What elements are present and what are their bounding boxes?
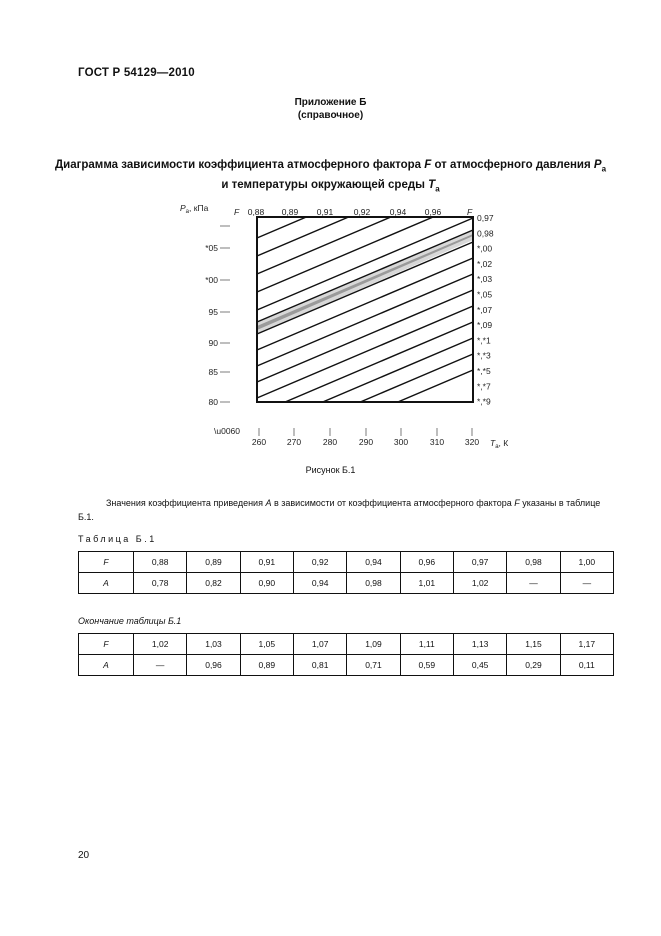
table-cell: 0,78: [134, 573, 187, 594]
right-f-value: *,03: [477, 274, 493, 285]
right-f-value: *,*3: [477, 350, 491, 361]
table-cell: 0,89: [240, 655, 293, 676]
diagram-title-part1: Диаграмма зависимости коэффициента атмосферного фактора: [54, 159, 425, 171]
table-cell: 1,00: [560, 552, 613, 573]
diagram-title-f: F: [424, 159, 432, 171]
pressure-tick-label: *00: [205, 275, 218, 285]
table-cell: 0,91: [240, 552, 293, 573]
table-cell: 1,01: [400, 573, 453, 594]
table-cell: 0,94: [347, 552, 400, 573]
table-cell: 0,92: [293, 552, 346, 573]
table-b1: [78, 551, 614, 594]
table-cell: 0,96: [187, 655, 240, 676]
figure-caption: Рисунок Б.1: [305, 465, 356, 475]
bottom-axis-label: $T_a$, К: [490, 438, 509, 450]
pressure-tick-label: *05: [205, 243, 218, 253]
top-f-value: 0,89: [281, 207, 299, 217]
table-row: [79, 552, 614, 573]
body-text-a: A: [265, 498, 272, 508]
row-header-f: F: [79, 552, 134, 573]
top-f-values: [248, 207, 442, 217]
top-f-value: 0,91: [316, 207, 334, 217]
table-cell: 1,05: [240, 634, 293, 655]
right-f-value: 0,98: [477, 228, 494, 239]
right-f-value: *,02: [477, 258, 493, 269]
right-f-value: *,*5: [477, 366, 491, 376]
pressure-tick-label: 85: [208, 367, 218, 377]
pressure-tick-label: 95: [208, 307, 218, 317]
table-row: [79, 573, 614, 594]
diagram-title-part2: от атмосферного давления: [431, 159, 594, 171]
diagram-title: [0, 157, 661, 198]
left-axis-label: $P_a$, кПа: [180, 203, 209, 215]
top-f-value: 0,88: [247, 207, 265, 217]
row-header-a: A: [79, 573, 134, 594]
table-cell: 1,02: [134, 634, 187, 655]
pressure-tick-label: 80: [208, 397, 218, 407]
body-paragraph: [78, 496, 618, 524]
nomogram-figure: [170, 198, 530, 456]
temperature-tick-label: 290: [358, 437, 374, 447]
diagram-title-p: P: [593, 159, 602, 171]
top-f-value: 0,96: [424, 207, 442, 217]
temperature-tick-label: 280: [322, 437, 338, 447]
row-header-a: A: [79, 655, 134, 676]
top-f-label: F: [234, 207, 240, 217]
document-code: ГОСТ Р 54129—2010: [78, 67, 195, 79]
table-cell: 1,17: [560, 634, 613, 655]
table-cell: 0,88: [134, 552, 187, 573]
page-number: 20: [78, 850, 90, 861]
table-cell: 0,11: [560, 655, 613, 676]
row-header-f: F: [79, 634, 134, 655]
table-cell: 1,11: [400, 634, 453, 655]
temperature-tick-label: 310: [429, 437, 445, 447]
body-text-2: в зависимости от коэффициента атмосферного фактора: [271, 498, 515, 508]
right-f-value: *,09: [477, 320, 493, 331]
table-cell: 1,09: [347, 634, 400, 655]
table-row: [79, 655, 614, 676]
diagram-title-p-sub: a: [601, 164, 607, 174]
right-f-values: [477, 213, 494, 407]
pressure-axis: [205, 226, 230, 407]
table-cell: 0,96: [400, 552, 453, 573]
table-cell: 0,97: [453, 552, 506, 573]
table-cell: 1,02: [453, 573, 506, 594]
table-cell: —: [134, 655, 187, 676]
table-cell: 1,07: [293, 634, 346, 655]
annex-subtitle: (справочное): [297, 110, 364, 121]
table-cell: 1,15: [507, 634, 560, 655]
table-cell: 0,71: [347, 655, 400, 676]
diagonal-lines: [257, 198, 473, 456]
table-row: [79, 634, 614, 655]
diagonal-line: [257, 218, 473, 310]
table-cell: 0,98: [507, 552, 560, 573]
temperature-axis: [252, 428, 479, 447]
body-text-1: Значения коэффициента приведения: [106, 498, 266, 508]
right-f-value: *,*9: [477, 396, 491, 407]
pressure-tick-label: 90: [208, 338, 218, 348]
table1-label: Таблица Б.1: [78, 534, 157, 544]
table-cell: 0,90: [240, 573, 293, 594]
temperature-tick-label: 300: [393, 437, 409, 447]
diagonal-line: [257, 230, 473, 322]
table-cell: 0,82: [187, 573, 240, 594]
body-text-f: F: [514, 498, 520, 508]
table-cell: 0,59: [400, 655, 453, 676]
table-cell: 0,81: [293, 655, 346, 676]
right-f-label: F: [467, 207, 473, 217]
top-f-value: 0,94: [389, 207, 407, 217]
right-f-value: *,*1: [477, 335, 491, 346]
temperature-tick-label: 270: [286, 437, 302, 447]
table-cell: 0,29: [507, 655, 560, 676]
right-f-value: *,00: [477, 243, 493, 254]
right-f-value: *,*7: [477, 381, 491, 392]
right-f-value: *,07: [477, 304, 493, 315]
top-f-value: 0,92: [353, 207, 371, 217]
right-f-value: 0,97: [477, 213, 494, 223]
diagram-title-part3: и температуры окружающей среды: [221, 179, 429, 192]
table-cell: —: [560, 573, 613, 594]
right-f-value: *,05: [477, 289, 493, 300]
temperature-tick-label: 260: [251, 437, 267, 447]
table-cell: 0,45: [453, 655, 506, 676]
corner-mark: \u0060: [214, 426, 240, 436]
temperature-tick-label: 320: [464, 437, 480, 447]
table-cell: —: [507, 573, 560, 594]
table-cell: 1,03: [187, 634, 240, 655]
table-b1-continuation: [78, 633, 614, 676]
body-text-3: указаны в таблице Б.1.: [78, 498, 601, 522]
annex-title: Приложение Б: [294, 97, 367, 108]
table2-label: Окончание таблицы Б.1: [78, 616, 182, 626]
table-cell: 0,98: [347, 573, 400, 594]
table-cell: 0,94: [293, 573, 346, 594]
table-cell: 0,89: [187, 552, 240, 573]
table-cell: 1,13: [453, 634, 506, 655]
diagram-title-t: T: [428, 179, 436, 192]
diagram-title-t-sub: a: [435, 184, 440, 194]
